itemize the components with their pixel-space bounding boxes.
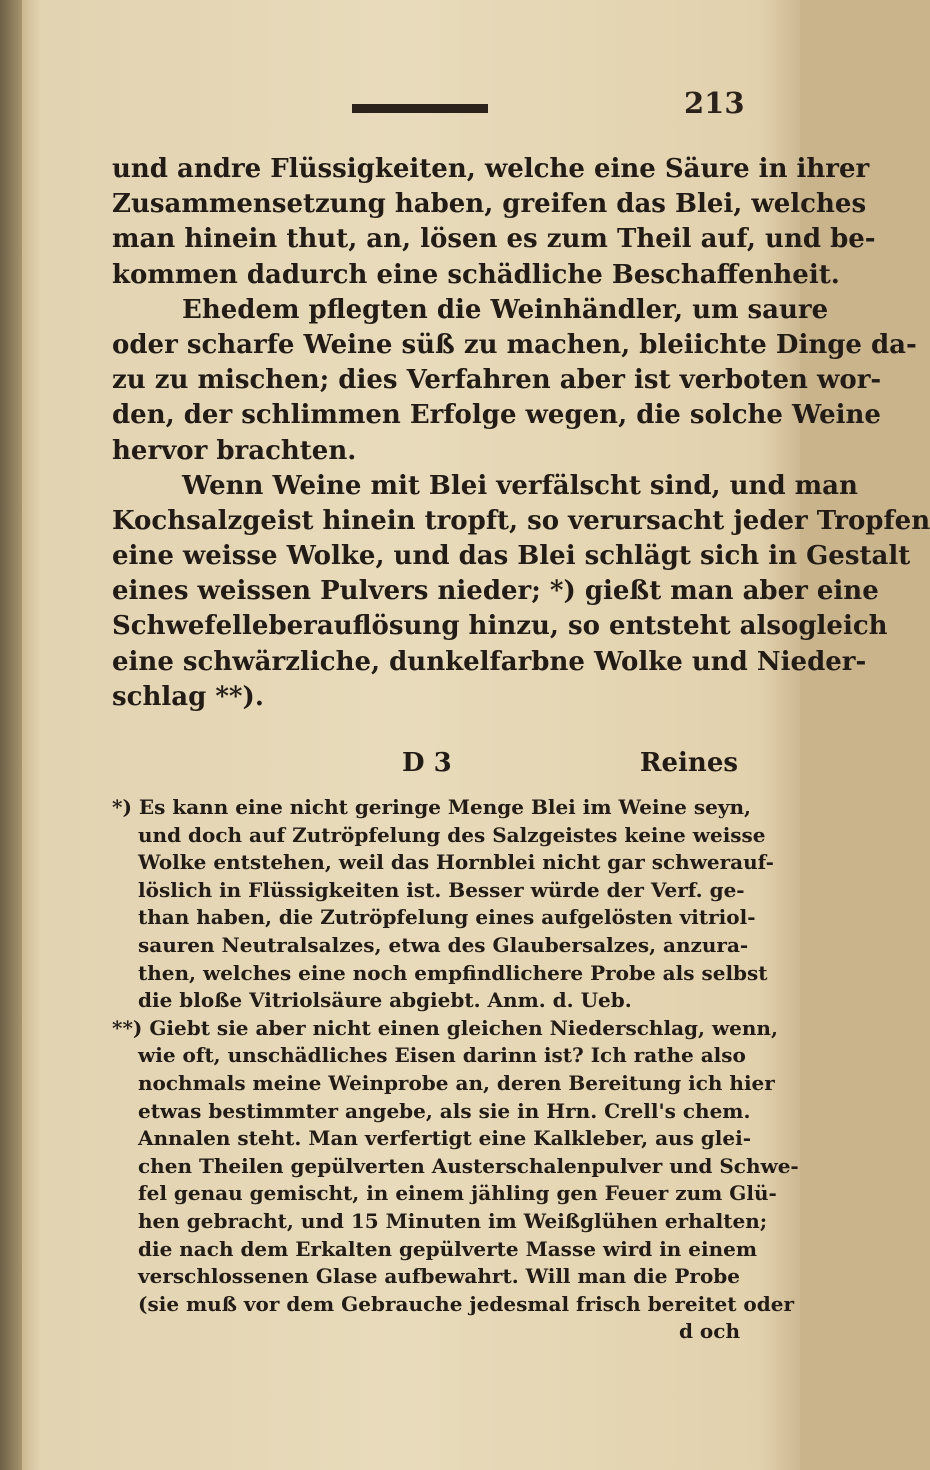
footnote-line: than haben, die Zutröpfelung eines aufgelösten vitriol- (138, 905, 756, 930)
footnotes (112, 794, 799, 1346)
footnote-line: fel genau gemischt, in einem jähling gen Feuer zum Glü- (138, 1181, 777, 1206)
text-line: eine schwärzliche, dunkelfarbne Wolke und Nieder- (112, 646, 867, 677)
footnote-line: Wolke entstehen, weil das Hornblei nicht gar schwerauf- (138, 850, 774, 875)
text-line: den, der schlimmen Erfolge wegen, die solche Weine (112, 400, 881, 431)
signature-row (112, 748, 738, 784)
signature-mark: D 3 (402, 748, 452, 778)
text-line: Schwefelleberauflösung hinzu, so entsteht alsogleich (112, 611, 888, 642)
header-rule (352, 104, 488, 113)
text-line: Ehedem pflegten die Weinhändler, um saure (182, 294, 829, 325)
footnote-line: die nach dem Erkalten gepülverte Masse wird in einem (138, 1236, 758, 1261)
footnote-line: **) Giebt sie aber nicht einen gleichen Niederschlag, wenn, (112, 1015, 778, 1040)
footnote-line: etwas bestimmter angebe, als sie in Hrn. Crell's chem. (138, 1098, 751, 1123)
footnote-line: Annalen steht. Man verfertigt eine Kalkleber, aus glei- (138, 1126, 751, 1151)
text-line: Zusammensetzung haben, greifen das Blei, welches (112, 189, 867, 220)
book-spine-shadow (0, 0, 22, 1470)
footnote-line: *) Es kann eine nicht geringe Menge Blei im Weine seyn, (112, 795, 751, 819)
footnote-line: nochmals meine Weinprobe an, deren Bereitung ich hier (138, 1070, 775, 1095)
footnote-line: die bloße Vitriolsäure abgiebt. Anm. d. Ueb. (138, 988, 632, 1013)
main-text (112, 152, 930, 715)
text-line: oder scharfe Weine süß zu machen, bleiichte Dinge da- (112, 329, 917, 360)
text-line: kommen dadurch eine schädliche Beschaffenheit. (112, 259, 840, 290)
footnote-line: sauren Neutralsalzes, etwa des Glaubersalzes, anzura- (138, 932, 749, 957)
text-line: schlag **). (112, 681, 264, 712)
footnote-line: wie oft, unschädliches Eisen darinn ist? Ich rathe also (138, 1043, 746, 1068)
catchword: Reines (639, 748, 738, 778)
text-line: und andre Flüssigkeiten, welche eine Säure in ihrer (112, 154, 870, 184)
footnote-line: (sie muß vor dem Gebrauche jedesmal frisch bereitet oder (138, 1291, 795, 1316)
text-line: eine weisse Wolke, und das Blei schlägt sich in Gestalt (112, 541, 911, 572)
footnote-line: löslich in Flüssigkeiten ist. Besser würde der Verf. ge- (138, 877, 745, 902)
footnote-line: verschlossenen Glase aufbewahrt. Will man die Probe (138, 1264, 741, 1289)
footnote-line: chen Theilen gepülverten Austerschalenpulver und Schwe- (138, 1153, 799, 1178)
page-number: 213 (684, 86, 745, 120)
footnote-line: und doch auf Zutröpfelung des Salzgeistes keine weisse (138, 822, 766, 847)
footnote-line: hen gebracht, und 15 Minuten im Weißglühen erhalten; (138, 1208, 768, 1233)
footnote-line: then, welches eine noch empfindlichere Probe als selbst (138, 960, 768, 985)
text-line: Wenn Weine mit Blei verfälscht sind, und man (182, 470, 858, 501)
text-line: man hinein thut, an, lösen es zum Theil auf, und be- (112, 224, 876, 255)
text-line: eines weissen Pulvers nieder; *) gießt man aber eine (112, 576, 879, 607)
text-line: hervor brachten. (112, 435, 357, 466)
footnote-catchword: d och (678, 1319, 740, 1344)
text-line: zu zu mischen; dies Verfahren aber ist verboten wor- (112, 365, 882, 396)
text-line: Kochsalzgeist hinein tropft, so verursacht jeder Tropfen (112, 505, 930, 536)
